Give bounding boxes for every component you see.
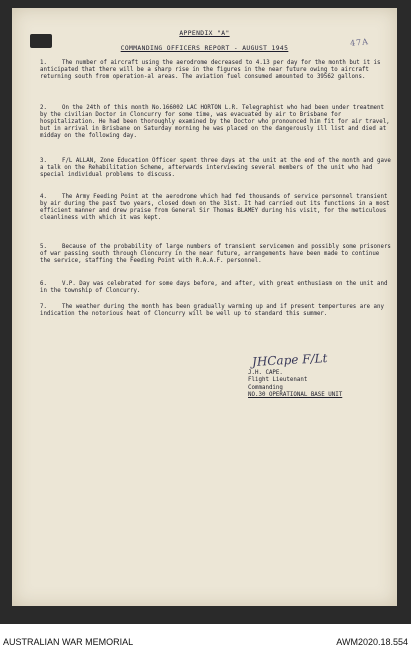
paragraph-6 [40, 281, 392, 295]
paragraph-7 [40, 304, 392, 318]
footer-bar [0, 624, 411, 653]
paragraph-number: 1. [40, 60, 47, 66]
report-title: COMMANDING OFFICERS REPORT - AUGUST 1945 [120, 45, 289, 52]
paragraph-number: 6. [40, 281, 47, 287]
signature-block [248, 370, 342, 399]
appendix-heading: APPENDIX "A" [179, 30, 230, 37]
paragraph-text: V.P. Day was celebrated for some days before, and after, with great enthusiasm on the unit and in the township of Cloncurry. [40, 281, 388, 295]
paragraph-number: 7. [40, 304, 47, 310]
paragraph-text: On the 24th of this month No.166002 LAC HORTON L.R. Telegraphist who had been under treatment by the civilian Doctor in Cloncurry for some time, was evacuated by air to Brisbane for hospitalization. He had been thoroughly examined by the Doctor who pronounced him fit for air travel, but in arrival in Brisbane on Saturday morning he was placed on the dangerously ill list and died at midday on the following day. [40, 105, 390, 140]
paragraph-number: 2. [40, 105, 47, 111]
paragraph-number: 3. [40, 158, 47, 164]
paragraph-text: The Army Feeding Point at the aerodrome which had fed thousands of service personnel transient by air during the past two years, closed down on the 31st. It had carried out its functions in a most efficient manner and drew praise from General Sir Thomas BLAMEY during his visit, for the meticulous cleanliness with which it was kept. [40, 194, 390, 222]
paragraph-text: F/L ALLAN, Zone Education Officer spent three days at the unit at the end of the month and gave a talk on the Rehabilitation Scheme, afterwards interviewing several members of the unit who had special individual problems to discuss. [40, 158, 391, 179]
paragraph-3 [40, 158, 392, 179]
signatory-rank: Flight Lieutenant [248, 377, 308, 384]
paragraph-1 [40, 60, 392, 81]
footer-institution: AUSTRALIAN WAR MEMORIAL [3, 637, 134, 647]
paragraph-text: The number of aircraft using the aerodrome decreased to 4.13 per day for the month but it is anticipated that there will be a sharp rise in the figures in the near future owing to aircraft returning south from operation-al areas. The aviation fuel consumed amounted to 39562 gallons. [40, 60, 381, 81]
paragraph-2 [40, 105, 392, 140]
paragraph-text: The weather during the month has been gradually warming up and if present tempertures are any indication the notorious heat of Cloncurry will be well up to standard this summer. [40, 304, 384, 318]
paragraph-text: Because of the probability of large numbers of transient servicemen and possibly some prisoners of war passing south through Cloncurry in the near future, arrangements have been made to continue the service, staffing the Feeding Point with R.A.A.F. personnel. [40, 244, 391, 265]
paragraph-5 [40, 244, 392, 265]
signatory-role: Commanding [248, 384, 283, 391]
paragraph-number: 5. [40, 244, 47, 250]
handwritten-signature: JHCape F/Lt [251, 351, 328, 369]
signatory-name: J.H. CAPE. [248, 370, 283, 376]
page-number: 47A [349, 37, 370, 48]
paragraph-number: 4. [40, 194, 47, 200]
paragraph-4 [40, 194, 392, 222]
document-page [12, 8, 397, 606]
footer-accession-id: AWM2020.18.554 [336, 637, 408, 647]
signatory-unit: NO.30 OPERATIONAL BASE UNIT [248, 391, 343, 398]
